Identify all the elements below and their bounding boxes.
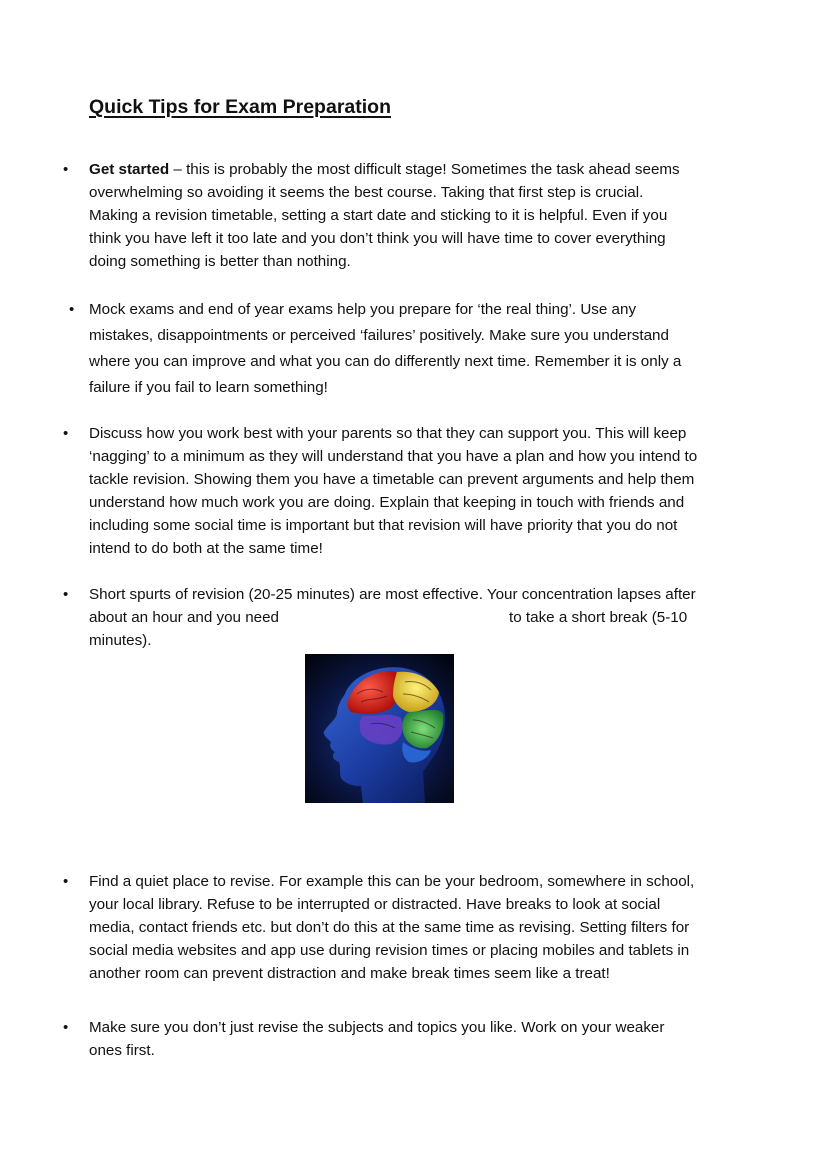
list-item [63,1016,714,1062]
item-text: Get started – this is probably the most difficult stage! Sometimes the task ahead seems overwhelming so avoiding it seems the best course. Taking that first step is crucial. Making a revision timetable, setting a start date and sticking to it is helpful. Even if you think you have left it too late and you don’t think you will have time to cover everything doing something is better than nothing. [89,161,680,270]
bullet-icon: • [63,1019,69,1036]
item-lead: Get started [89,161,170,178]
list-item [63,422,714,560]
bullet-icon: • [69,301,75,318]
bullet-icon: • [63,586,69,603]
list-item [63,158,714,273]
item-text: Mock exams and end of year exams help you prepare for ‘the real thing’. Use any mistakes, disappointments or perceived ‘failures’ positively. Make sure you understand where you can improve and what you can do differently next time. Remember it is only a failure if you fail to learn something! [89,301,682,396]
list-item [63,870,714,985]
page-title: Quick Tips for Exam Preparation [89,96,391,118]
item-text: Make sure you don’t just revise the subjects and topics you like. Work on your weaker ones first. [89,1019,665,1059]
bullet-icon: • [63,161,69,178]
bullet-icon: • [63,873,69,890]
brain-image [305,654,454,803]
bullet-icon: • [63,425,69,442]
item-text: Find a quiet place to revise. For example this can be your bedroom, somewhere in school, your local library. Refuse to be interrupted or distracted. Have breaks to look at social media, contact friends etc. but don’t do this at the same time as revising. Setting filters for social media websites and app use during revision times or placing mobiles and tablets in another room can prevent distraction and make break times seem like a treat! [89,873,695,982]
list-item [69,297,714,401]
item-text: Short spurts of revision (20-25 minutes) are most effective. Your concentration lapses after about an hour and you need to take a short break (5-10 minutes). [89,586,696,649]
item-text: Discuss how you work best with your parents so that they can support you. This will keep ‘nagging’ to a minimum as they will understand that you have a plan and how you intend to tackle revision. Showing them you have a timetable can prevent arguments and help them understand how much work you are doing. Explain that keeping in touch with friends and including some social time is important but that revision will have priority that you do not intend to do both at the same time! [89,425,698,557]
list-item [63,583,714,652]
